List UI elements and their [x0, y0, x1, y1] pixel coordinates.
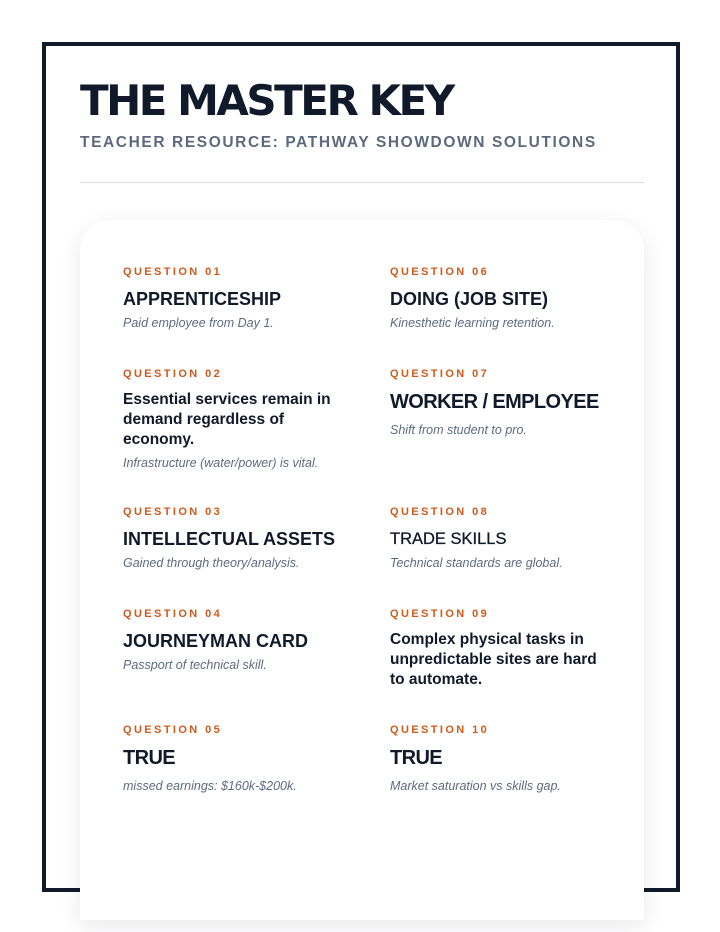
- question-answer: WORKER / EMPLOYEE: [390, 391, 599, 413]
- question-02: [123, 368, 338, 471]
- question-label: QUESTION 03: [123, 506, 223, 518]
- header-divider: [80, 182, 644, 183]
- question-answer: APPRENTICESHIP: [123, 289, 282, 309]
- question-label: QUESTION 07: [390, 368, 490, 380]
- question-note: Technical standards are global.: [390, 556, 563, 570]
- question-note: Kinesthetic learning retention.: [390, 316, 555, 330]
- question-01: [123, 266, 353, 331]
- question-label: QUESTION 08: [390, 506, 490, 518]
- question-answer: TRUE: [123, 747, 176, 769]
- question-06: [390, 266, 620, 331]
- page-frame: [42, 42, 680, 892]
- question-answer: JOURNEYMAN CARD: [123, 631, 309, 651]
- question-label: QUESTION 06: [390, 266, 490, 278]
- question-label: QUESTION 04: [123, 608, 223, 620]
- question-10: [390, 724, 620, 794]
- question-09: [390, 608, 605, 695]
- question-label: QUESTION 09: [390, 608, 490, 620]
- page-title: THE MASTER KEY: [80, 76, 453, 125]
- question-note: Shift from student to pro.: [390, 423, 527, 437]
- question-answer: Essential services remain in demand regardless of economy.: [123, 391, 331, 448]
- solutions-card: [80, 220, 644, 920]
- question-answer: Complex physical tasks in unpredictable sites are hard to automate.: [390, 631, 597, 688]
- question-03: [123, 506, 353, 571]
- question-label: QUESTION 10: [390, 724, 490, 736]
- question-08: [390, 506, 620, 571]
- question-04: [123, 608, 353, 673]
- page-subtitle: TEACHER RESOURCE: PATHWAY SHOWDOWN SOLUTIONS: [80, 134, 597, 151]
- question-note: Passport of technical skill.: [123, 658, 267, 672]
- question-note: Paid employee from Day 1.: [123, 316, 274, 330]
- question-07: [390, 368, 630, 438]
- question-note: Infrastructure (water/power) is vital.: [123, 456, 319, 470]
- question-note: missed earnings: $160k-$200k.: [123, 779, 297, 793]
- question-answer: TRADE SKILLS: [390, 530, 507, 548]
- question-note: Gained through theory/analysis.: [123, 556, 300, 570]
- question-05: [123, 724, 353, 794]
- question-label: QUESTION 02: [123, 368, 223, 380]
- question-note: Market saturation vs skills gap.: [390, 779, 561, 793]
- question-label: QUESTION 01: [123, 266, 223, 278]
- question-answer: DOING (JOB SITE): [390, 289, 549, 309]
- question-answer: INTELLECTUAL ASSETS: [123, 529, 336, 549]
- question-label: QUESTION 05: [123, 724, 223, 736]
- question-answer: TRUE: [390, 747, 443, 769]
